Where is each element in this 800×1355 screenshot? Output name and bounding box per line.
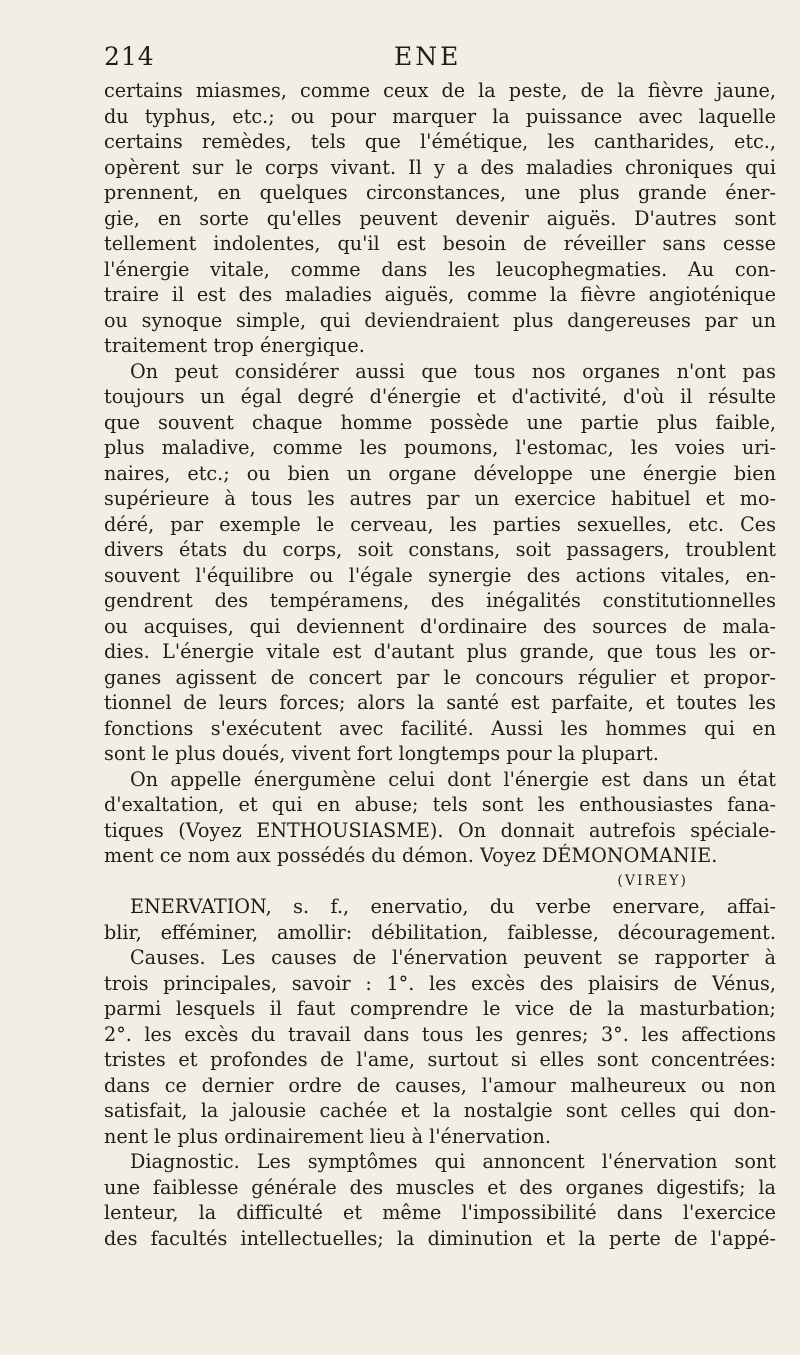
- text-line: des facultés intellectuelles; la diminution et la perte de l'appé-: [104, 1226, 776, 1250]
- text-line: l'énergie vitale, comme dans les leucophegmaties. Au con-: [104, 257, 776, 281]
- text-line: Diagnostic. Les symptômes qui annoncent l'énervation sont: [130, 1150, 776, 1173]
- text-line: opèrent sur le corps vivant. Il y a des maladies chroniques qui: [104, 155, 776, 179]
- text-line: nent le plus ordinairement lieu à l'énervation.: [104, 1124, 551, 1148]
- text-line: supérieure à tous les autres par un exercice habituel et mo-: [104, 487, 776, 510]
- text-line: lenteur, la difficulté et même l'impossibilité dans l'exercice: [104, 1201, 776, 1224]
- text-line: souvent l'équilibre ou l'égale synergie des actions vitales, en-: [104, 563, 776, 587]
- page-number: 214: [104, 42, 155, 71]
- text-line: plus maladive, comme les poumons, l'estomac, les voies uri-: [104, 436, 776, 459]
- text-line: certains remèdes, tels que l'émétique, les cantharides, etc.,: [104, 130, 776, 153]
- text-line: certains miasmes, comme ceux de la peste, de la fièvre jaune,: [104, 79, 776, 102]
- body-text: [104, 78, 776, 1251]
- text-line: ou acquises, qui deviennent d'ordinaire des sources de mala-: [104, 614, 776, 638]
- text-line: divers états du corps, soit constans, soit passagers, troublent: [104, 538, 776, 561]
- text-line: ENERVATION, s. f., enervatio, du verbe enervare, affai-: [130, 895, 776, 918]
- entry-enervation: [104, 894, 776, 1251]
- text-line: gendrent des tempéramens, des inégalités constitutionnelles: [104, 589, 776, 612]
- text-line: On appelle énergumène celui dont l'énergie est dans un état: [130, 767, 776, 791]
- text-line: gie, en sorte qu'elles peuvent devenir aiguës. D'autres sont: [104, 206, 776, 230]
- author-signature: (VIREY): [617, 872, 688, 889]
- running-head: ENE: [394, 42, 462, 71]
- text-line: ment ce nom aux possédés du démon. Voyez DÉMONOMANIE.: [104, 844, 718, 867]
- text-line: ganes agissent de concert par le concours régulier et propor-: [104, 665, 776, 689]
- text-line: du typhus, etc.; ou pour marquer la puissance avec laquelle: [104, 104, 776, 128]
- text-line: fonctions s'exécutent avec facilité. Aussi les hommes qui en: [104, 716, 776, 740]
- text-line: prennent, en quelques circonstances, une plus grande éner-: [104, 181, 776, 204]
- text-line: trois principales, savoir : 1°. les excès des plaisirs de Vénus,: [104, 971, 776, 995]
- text-line: dies. L'énergie vitale est d'autant plus grande, que tous les or-: [104, 640, 776, 663]
- text-line: sont le plus doués, vivent fort longtemps pour la plupart.: [104, 742, 659, 765]
- text-line: tiques (Voyez ENTHOUSIASME). On donnait autrefois spéciale-: [104, 818, 776, 842]
- text-line: blir, efféminer, amollir: débilitation, faiblesse, découragement.: [104, 920, 776, 944]
- text-line: d'exaltation, et qui en abuse; tels sont les enthousiastes fana-: [104, 793, 776, 816]
- entry-energie-continued: [104, 78, 776, 869]
- text-line: Causes. Les causes de l'énervation peuvent se rapporter à: [130, 946, 776, 969]
- text-line: traire il est des maladies aiguës, comme la fièvre angioténique: [104, 283, 776, 306]
- text-line: que souvent chaque homme possède une partie plus faible,: [104, 410, 776, 434]
- text-line: parmi lesquels il faut comprendre le vice de la masturbation;: [104, 997, 776, 1020]
- text-line: tristes et profondes de l'ame, surtout si elles sont concentrées:: [104, 1048, 776, 1071]
- text-line: dans ce dernier ordre de causes, l'amour malheureux ou non: [104, 1073, 776, 1097]
- text-line: déré, par exemple le cerveau, les parties sexuelles, etc. Ces: [104, 512, 776, 536]
- text-line: tellement indolentes, qu'il est besoin de réveiller sans cesse: [104, 232, 776, 255]
- text-line: naires, etc.; ou bien un organe développe une énergie bien: [104, 461, 776, 485]
- text-line: On peut considérer aussi que tous nos organes n'ont pas: [130, 359, 776, 383]
- page-header: [104, 42, 776, 78]
- text-line: ou synoque simple, qui deviendraient plus dangereuses par un: [104, 308, 776, 332]
- text-line: 2°. les excès du travail dans tous les genres; 3°. les affections: [104, 1022, 776, 1046]
- text-line: une faiblesse générale des muscles et des organes digestifs; la: [104, 1175, 776, 1199]
- text-line: traitement trop énergique.: [104, 334, 365, 357]
- text-line: tionnel de leurs forces; alors la santé est parfaite, et toutes les: [104, 691, 776, 714]
- text-line: toujours un égal degré d'énergie et d'activité, d'où il résulte: [104, 385, 776, 408]
- text-line: satisfait, la jalousie cachée et la nostalgie sont celles qui don-: [104, 1099, 776, 1122]
